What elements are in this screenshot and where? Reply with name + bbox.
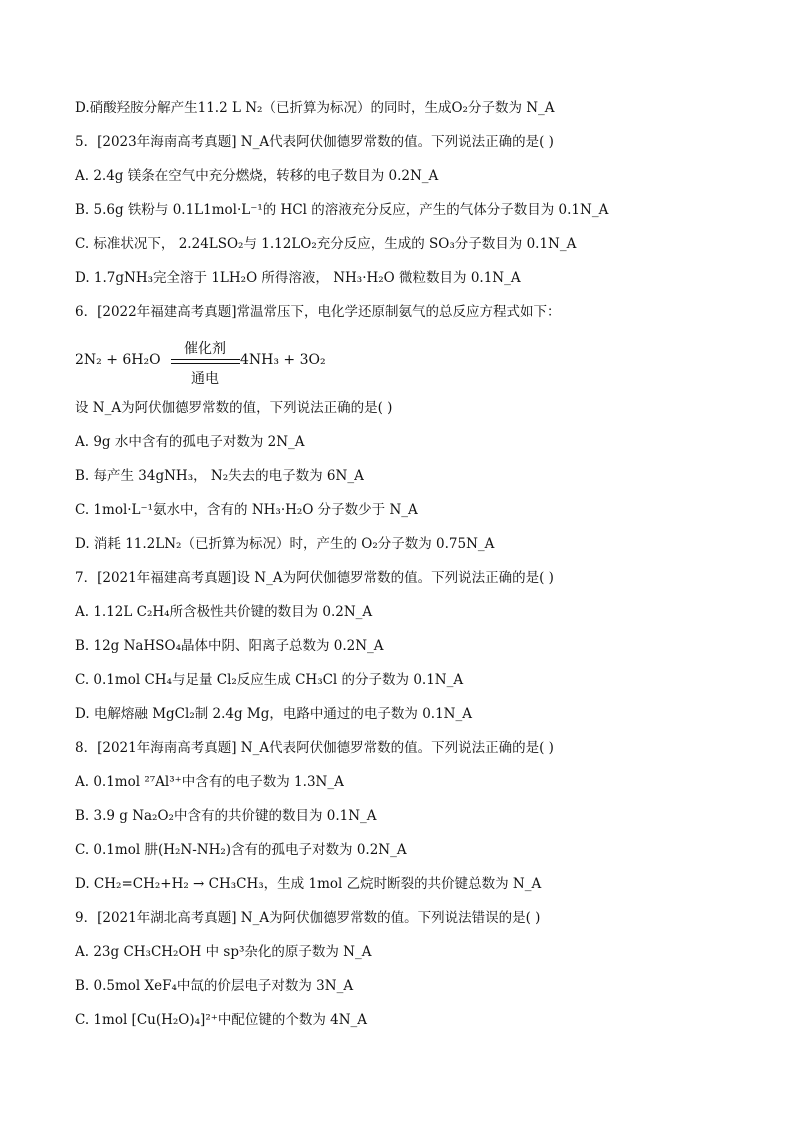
q7-option-c: C. 0.1mol CH₄与足量 Cl₂反应生成 CH₃Cl 的分子数为 0.1N_A xyxy=(75,672,464,688)
q5-option-b: B. 5.6g 铁粉与 0.1L1mol·L⁻¹的 HCl 的溶液充分反应，产生的气体分子数目为 0.1N_A xyxy=(75,202,609,218)
equation-condition-bottom: 通电 xyxy=(191,371,219,387)
q9-option-b: B. 0.5mol XeF₄中氙的价层电子对数为 3N_A xyxy=(75,978,354,994)
equation-bar-bottom xyxy=(171,363,240,364)
q6-option-a: A. 9g 水中含有的孤电子对数为 2N_A xyxy=(75,434,305,450)
question-8-stem: 8．[2021年海南高考真题] N_A代表阿伏伽德罗常数的值。下列说法正确的是( ) xyxy=(75,740,554,756)
equation-reactants: 2N₂ + 6H₂O xyxy=(75,352,161,368)
question-6-prompt: 设 N_A为阿伏伽德罗常数的值，下列说法正确的是( ) xyxy=(75,400,393,416)
q8-option-b: B. 3.9 g Na₂O₂中含有的共价键的数目为 0.1N_A xyxy=(75,808,377,824)
q6-option-b: B. 每产生 34gNH₃， N₂失去的电子数为 6N_A xyxy=(75,468,364,484)
equation-condition-top: 催化剂 xyxy=(184,341,226,357)
q6-option-c: C. 1mol·L⁻¹氨水中，含有的 NH₃·H₂O 分子数少于 N_A xyxy=(75,502,418,518)
equation-bar-top xyxy=(171,359,240,360)
q9-option-a: A. 23g CH₃CH₂OH 中 sp³杂化的原子数为 N_A xyxy=(75,944,372,960)
q5-option-d: D. 1.7gNH₃完全溶于 1LH₂O 所得溶液， NH₃·H₂O 微粒数目为 0.1N_A xyxy=(75,270,521,286)
q7-option-d: D. 电解熔融 MgCl₂制 2.4g Mg，电路中通过的电子数为 0.1N_A xyxy=(75,706,472,722)
q7-option-b: B. 12g NaHSO₄晶体中阴、阳离子总数为 0.2N_A xyxy=(75,638,384,654)
q5-option-a: A. 2.4g 镁条在空气中充分燃烧，转移的电子数目为 0.2N_A xyxy=(75,168,439,184)
question-5-stem: 5．[2023年海南高考真题] N_A代表阿伏伽德罗常数的值。下列说法正确的是( ) xyxy=(75,134,554,150)
equation-products: 4NH₃ + 3O₂ xyxy=(240,352,326,368)
text-line: D.硝酸羟胺分解产生11.2 L N₂（已折算为标况）的同时，生成O₂分子数为 N_A xyxy=(75,100,555,116)
question-7-stem: 7．[2021年福建高考真题]设 N_A为阿伏伽德罗常数的值。下列说法正确的是( ) xyxy=(75,570,554,586)
question-6-stem: 6．[2022年福建高考真题]常温常压下，电化学还原制氨气的总反应方程式如下： xyxy=(75,304,561,320)
q9-option-c: C. 1mol [Cu(H₂O)₄]²⁺中配位键的个数为 4N_A xyxy=(75,1012,368,1028)
q8-option-c: C. 0.1mol 肼(H₂N-NH₂)含有的孤电子对数为 0.2N_A xyxy=(75,842,407,858)
q7-option-a: A. 1.12L C₂H₄所含极性共价键的数目为 0.2N_A xyxy=(75,604,373,620)
q5-option-c: C. 标准状况下， 2.24LSO₂与 1.12LO₂充分反应，生成的 SO₃分子数目为 0.1N_A xyxy=(75,236,577,252)
q8-option-a: A. 0.1mol ²⁷Al³⁺中含有的电子数为 1.3N_A xyxy=(75,774,344,790)
reaction-equation xyxy=(75,338,475,388)
question-9-stem: 9．[2021年湖北高考真题] N_A为阿伏伽德罗常数的值。下列说法错误的是( ) xyxy=(75,910,541,926)
q6-option-d: D. 消耗 11.2LN₂（已折算为标况）时，产生的 O₂分子数为 0.75N_A xyxy=(75,536,495,552)
q8-option-d: D. CH₂=CH₂+H₂ → CH₃CH₃，生成 1mol 乙烷时断裂的共价键总数为 N_A xyxy=(75,876,542,892)
